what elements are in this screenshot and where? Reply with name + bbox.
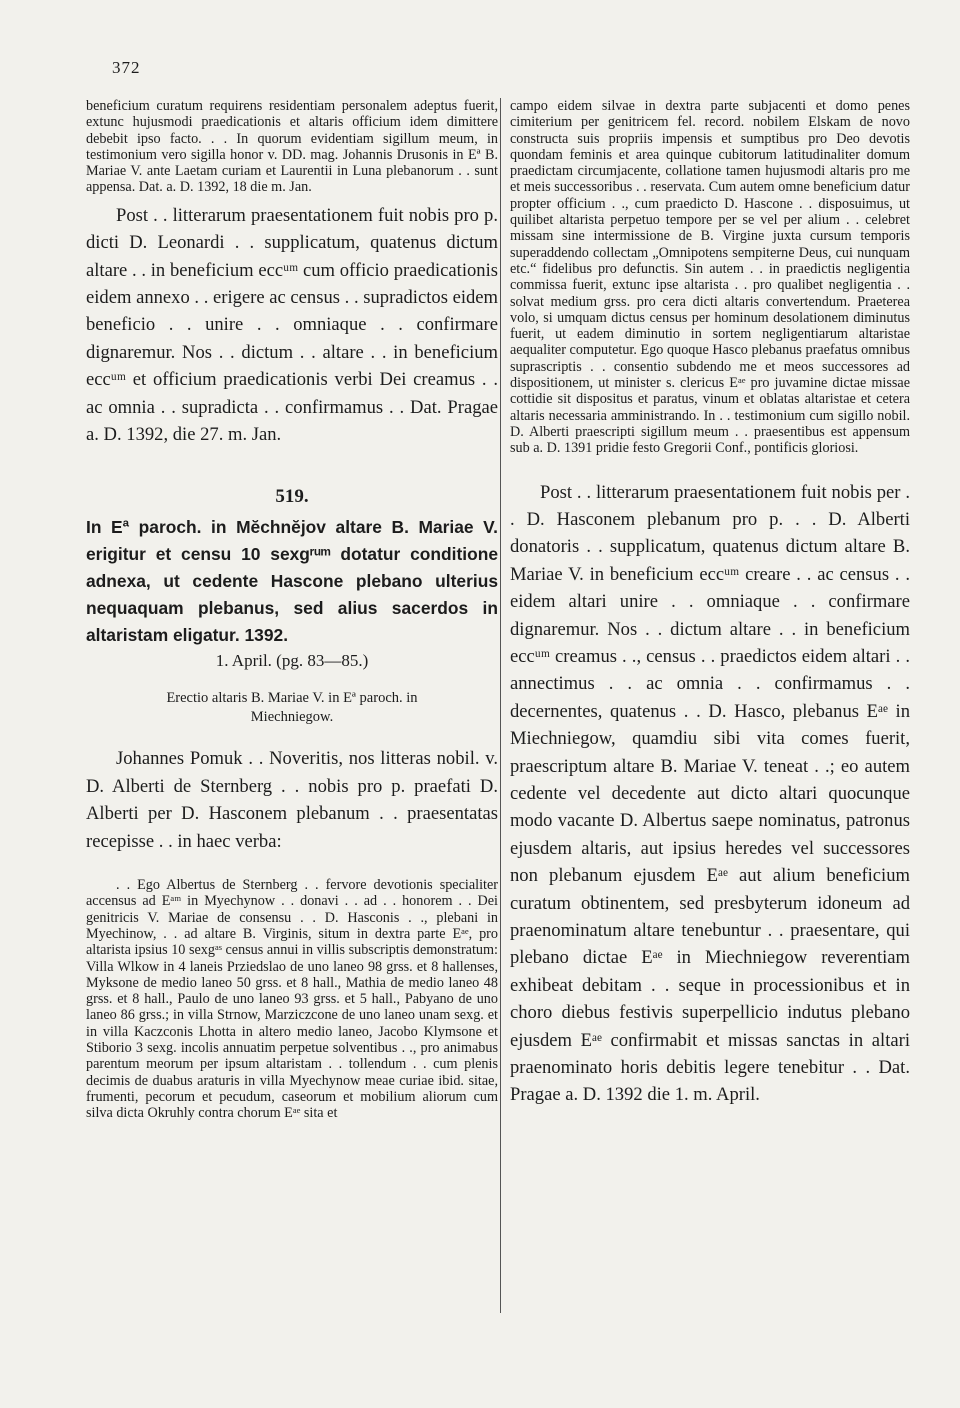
column-divider (500, 98, 501, 1313)
paragraph-post-left: Post . . litterarum praesentationem fuit nobis pro p. dicti D. Leonardi . . supplicatum, quatenus dictum altare . . in beneficium eccᵘᵐ cum officio praedicationis eidem annexo . . erigere ac census . . supradictos eidem beneficio . . unire . . omniaque . . confirmare dignaremur. Nos . . dictum . . altare . . in beneficium eccᵘᵐ et officium praedicationis verbi Dei creamus . . ac omnia . . supradicta . . confirmamus . . Dat. Pragae a. D. 1392, die 27. m. Jan. (86, 204, 499, 446)
paragraph-intro: beneficium curatum requirens residentiam personalem adeptus fuerit, extunc hujusmodi praedicationis et altaris officium idem dimittere debebit ipso facto. . . In quorum evidentiam sigillum meum, in testimonium vero sigilla honor v. DD. mag. Johannis Drusonis in Eª B. Mariae V. ante Laetam curiam et Laurentii in Luna plebanorum . . sunt appensa. Dat. a. D. 1392, 18 die m. Jan. (86, 98, 498, 196)
document-subtitle-line-2: Miechniegow. (250, 709, 334, 726)
document-subtitle-line-1: Erectio altaris B. Mariae V. in Eª paroch. in (166, 690, 418, 707)
left-column (86, 98, 498, 1122)
document-heading: In Eª paroch. in Mĕchnĕjov altare B. Mariae V. erigitur et censu 10 sexgʳᵘᵐ dotatur conditione adnexa, ut cedente Hascone plebano ulterius nequaquam plebanus, sed alius sacerdos in altaristam eligatur. 1392. (86, 517, 498, 646)
right-column (510, 98, 910, 1109)
paragraph-johannes: Johannes Pomuk . . Noveritis, nos litteras nobil. v. D. Alberti de Sternberg . . nobis pro p. praefati D. Alberti per D. Hasconem plebanum . . praesentatas recepisse . . in haec verba: (86, 748, 498, 852)
document-number: 519. (275, 486, 309, 508)
document-subtitle (86, 689, 498, 727)
paragraph-campo: campo eidem silvae in dextra parte subjacenti et domo penes cimiterium per genitricem fel. record. nobilem Elskam de novo constructa suis propriis impensis et sumptibus pro Deo devotis quondam feminis et area quinque cubitorum latitudinaliter domum praedictam circumjacente, collatione tamen hujusmodi altaris pro me et meis successoribus . . reservata. Cum autem omne beneficium datur propter officium . ., cum praedicto D. Hascone . . disposuimus, ut quilibet altarista perpetuo tempore per se vel per alium . . celebret missam sine intermissione de B. Virgine juxta cursum temporis superaddendo collectam „Omnipotens sempiterne Deus, cui nunquam etc.“ fidelibus pro defunctis. Sin autem . . in praedictis negligentia commissa fuerit, extunc ipse altarista . . pro qualibet negligentia . . solvat medium grss. pro cera dicti altaris convertendum. Praeterea volo, si umquam dictus census per hominum desolationem diminutus fuerit, ut eadem diminutio in sortem negligentiarum altaristae aequaliter computetur. Ego quoque Hasco plebanus praefatus omnibus suprascriptis . . consentio subdendo me et meos successores ad dispositionem, ut minister s. clericus Eᵃᵉ pro juvamine dictae missae cottidie sit dispositus et paratus, vinum et oblatas altaristae et cetera altaris necessaria amministrando. In . . testimonium cum sigillo nobil. D. Alberti praescripti sigillum meum . . praesentibus est appensum sub a. D. 1391 pridie festo Gregorii Conf., pontificis gloriosi. (510, 98, 910, 457)
paragraph-post-right: Post . . litterarum praesentationem fuit nobis per . . D. Hasconem plebanum pro p. . . D. Alberti donatoris . . supplicatum, quatenus dictum altare B. Mariae V. in beneficium eccᵘᵐ creare . . ac census . . eidem altari unire . . omniaque . . confirmare dignaremur. Nos . . dictum altare . . in beneficium eccᵘᵐ creamus . ., census . . praedictos eidem altari . . annectimus . . ac omnia . . confirmamus . . decernentes, quatenus . . D. Hasco, plebanus Eᵃᵉ in Miechniegow, quamdiu sibi vita comes fuerit, praescriptum altare B. Mariae V. teneat . .; eo autem cedente vel decedente aut dicto altari quocunque modo vacante D. Albertus saepe nominatus, patronus ejusdem altaris, aut ipsius heredes vel successores non plebanum ejusdem Eᵃᵉ aut alium beneficium curatum obtinentem, sed presbyterum idoneum ad praenominatum altare tenebuntur . . praesentare, qui plebano dictae Eᵃᵉ in Miechniegow reverentiam exhibeat debitam . . seque in processionibus et in choro diebus festivis superpellicio indutus plebano ejusdem Eᵃᵉ confirmabit et missas sanctas in altari praenominato horis debitis legere tenebitur . . Dat. Pragae a. D. 1392 die 1. m. April. (510, 481, 910, 1106)
page-number: 372 (112, 58, 141, 77)
paragraph-ego-albertus: . . Ego Albertus de Sternberg . . fervore devotionis specialiter accensus ad Eᵃᵐ in Myechynow . . donavi . . ad . . honorem . . Dei genitricis V. Mariae de consensu . . D. Hasconis . ., plebani in Myechinow, . . ad altare B. Virginis, situm in dextra parte Eᵃᵉ, pro altarista ipsius 10 sexgᵃˢ census annui in villis subscriptis demonstratum: Villa Wlkow in 4 laneis Prziedslao de uno laneo 98 grss. et 8 hallenses, Myksone de medio laneo 50 grss. et 8 hall., Mathia de medio laneo 48 grss. et 8 hall., Paulo de uno laneo 93 grss. et 5 hall., Pabyano de uno laneo 86 grss.; in villa Strnow, Marziczcone de uno laneo unam sexg. et in villa Kaczconis Lhotta in altero medio laneo, Jacobo Klymsone et Stiborio 3 sexg. incolis annuatim perpetue solventibus . ., pro animabus parentum meorum per ipsum altaristam . . tollendum . . cum plenis decimis de duabus araturis in villa Myechynow meae curiae ibid. sitae, frumenti, pecorum et pecudum, caseorum et mobilium aliorum cum silva dicta Okruhly contra chorum Eᵃᵉ sita et (86, 877, 498, 1122)
document-date: 1. April. (pg. 83—85.) (215, 651, 369, 671)
